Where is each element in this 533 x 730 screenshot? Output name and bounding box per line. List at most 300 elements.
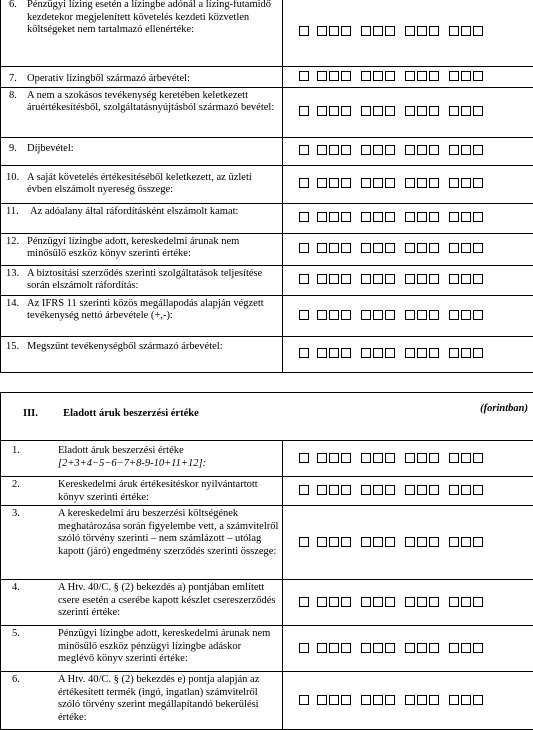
digit-box[interactable] <box>405 212 415 222</box>
digit-box[interactable] <box>429 453 439 463</box>
digit-box[interactable] <box>473 26 483 36</box>
digit-box[interactable] <box>361 26 371 36</box>
table-row <box>1 203 533 233</box>
row-label <box>1 0 283 67</box>
digit-box-group <box>317 642 353 655</box>
digit-box-group <box>405 642 441 655</box>
digit-box[interactable] <box>373 243 383 253</box>
digit-box[interactable] <box>329 274 339 284</box>
digit-box-group <box>405 212 441 225</box>
digit-box[interactable] <box>329 348 339 358</box>
digit-box[interactable] <box>417 485 427 495</box>
digit-box[interactable] <box>473 212 483 222</box>
digit-box[interactable] <box>429 310 439 320</box>
digit-box[interactable] <box>329 643 339 653</box>
digit-box[interactable] <box>317 212 327 222</box>
digit-box[interactable] <box>449 243 459 253</box>
digit-box-group <box>361 485 397 498</box>
digit-box[interactable] <box>417 106 427 116</box>
digit-box[interactable] <box>449 212 459 222</box>
digit-box[interactable] <box>373 106 383 116</box>
digit-box[interactable] <box>449 274 459 284</box>
digit-box[interactable] <box>473 643 483 653</box>
digit-box[interactable] <box>361 71 371 81</box>
digit-box[interactable] <box>429 537 439 547</box>
digit-box[interactable] <box>449 26 459 36</box>
digit-box[interactable] <box>299 310 309 320</box>
digit-box[interactable] <box>361 695 371 705</box>
digit-box-group <box>317 274 353 287</box>
digit-box[interactable] <box>461 537 471 547</box>
digit-box[interactable] <box>461 643 471 653</box>
digit-box-group <box>449 694 485 707</box>
section-title: Eladott áruk beszerzési értéke <box>63 408 199 419</box>
digit-box[interactable] <box>329 597 339 607</box>
amount-input-boxes[interactable] <box>283 477 533 506</box>
digit-box[interactable] <box>405 695 415 705</box>
digit-box[interactable] <box>429 71 439 81</box>
digit-box-group <box>317 596 353 609</box>
digit-box[interactable] <box>385 178 395 188</box>
digit-box-group <box>405 243 441 256</box>
digit-box[interactable] <box>405 537 415 547</box>
digit-box[interactable] <box>341 537 351 547</box>
row-label <box>1 672 283 730</box>
digit-box[interactable] <box>461 178 471 188</box>
digit-box[interactable] <box>341 597 351 607</box>
digit-box[interactable] <box>329 178 339 188</box>
digit-box[interactable] <box>329 26 339 36</box>
digit-box[interactable] <box>405 243 415 253</box>
digit-box-group <box>449 71 485 84</box>
digit-box[interactable] <box>429 212 439 222</box>
digit-box[interactable] <box>299 106 309 116</box>
row-number: 1. <box>6 445 36 470</box>
digit-box[interactable] <box>317 537 327 547</box>
digit-box[interactable] <box>361 643 371 653</box>
digit-box[interactable] <box>341 274 351 284</box>
digit-box[interactable] <box>329 106 339 116</box>
row-number: 7. <box>6 73 27 86</box>
digit-box[interactable] <box>329 71 339 81</box>
digit-box[interactable] <box>429 485 439 495</box>
digit-box[interactable] <box>317 274 327 284</box>
digit-box[interactable] <box>405 178 415 188</box>
digit-box[interactable] <box>385 348 395 358</box>
amount-input-boxes[interactable] <box>283 203 533 233</box>
digit-box[interactable] <box>417 26 427 36</box>
digit-box[interactable] <box>461 695 471 705</box>
digit-box[interactable] <box>341 348 351 358</box>
digit-box[interactable] <box>317 453 327 463</box>
amount-input-boxes[interactable] <box>283 295 533 336</box>
digit-box[interactable] <box>329 145 339 155</box>
digit-box[interactable] <box>473 145 483 155</box>
digit-box[interactable] <box>341 26 351 36</box>
digit-box[interactable] <box>405 310 415 320</box>
amount-input-boxes[interactable] <box>283 626 533 672</box>
digit-box-group <box>299 694 309 707</box>
amount-input-boxes[interactable] <box>283 336 533 372</box>
digit-box-group <box>361 243 397 256</box>
digit-box-group <box>299 25 309 38</box>
digit-box[interactable] <box>417 71 427 81</box>
digit-box-group <box>361 536 397 549</box>
digit-box[interactable] <box>329 695 339 705</box>
row-number: 10. <box>6 172 27 197</box>
row-label <box>1 295 283 336</box>
digit-box[interactable] <box>317 485 327 495</box>
digit-box[interactable] <box>385 537 395 547</box>
digit-box[interactable] <box>473 71 483 81</box>
digit-box[interactable] <box>373 310 383 320</box>
digit-box[interactable] <box>449 145 459 155</box>
digit-box[interactable] <box>461 145 471 155</box>
digit-box-group <box>405 71 441 84</box>
digit-box[interactable] <box>417 243 427 253</box>
row-label <box>1 477 283 506</box>
digit-box-group <box>449 452 485 465</box>
digit-box[interactable] <box>299 453 309 463</box>
table-row <box>1 265 533 295</box>
digit-box-group <box>405 274 441 287</box>
digit-box[interactable] <box>429 274 439 284</box>
digit-box[interactable] <box>429 26 439 36</box>
digit-box[interactable] <box>449 485 459 495</box>
digit-box[interactable] <box>299 274 309 284</box>
digit-box[interactable] <box>341 106 351 116</box>
digit-box[interactable] <box>449 178 459 188</box>
digit-box[interactable] <box>361 274 371 284</box>
row-number: 8. <box>6 90 27 115</box>
digit-box[interactable] <box>417 178 427 188</box>
digit-box[interactable] <box>417 695 427 705</box>
digit-box[interactable] <box>361 178 371 188</box>
digit-box[interactable] <box>429 145 439 155</box>
digit-box[interactable] <box>361 453 371 463</box>
digit-box[interactable] <box>373 695 383 705</box>
digit-box[interactable] <box>417 537 427 547</box>
digit-box-group <box>317 694 353 707</box>
digit-box[interactable] <box>373 485 383 495</box>
digit-box-group <box>299 106 309 119</box>
table-row <box>1 477 533 506</box>
digit-box[interactable] <box>361 597 371 607</box>
row-label <box>1 87 283 137</box>
digit-box[interactable] <box>299 212 309 222</box>
digit-box[interactable] <box>473 348 483 358</box>
digit-box[interactable] <box>341 178 351 188</box>
digit-box-group <box>449 243 485 256</box>
digit-box[interactable] <box>341 695 351 705</box>
digit-box-group <box>299 178 309 191</box>
digit-box[interactable] <box>473 106 483 116</box>
amount-input-boxes[interactable] <box>283 87 533 137</box>
digit-box[interactable] <box>317 178 327 188</box>
digit-box[interactable] <box>461 597 471 607</box>
digit-box[interactable] <box>329 485 339 495</box>
digit-box[interactable] <box>461 212 471 222</box>
digit-box[interactable] <box>385 71 395 81</box>
digit-box[interactable] <box>329 212 339 222</box>
amount-input-boxes[interactable] <box>283 165 533 203</box>
digit-box[interactable] <box>473 537 483 547</box>
digit-box[interactable] <box>449 537 459 547</box>
digit-box[interactable] <box>405 145 415 155</box>
row-text: Kereskedelmi áruk értékesítéskor nyilvántartott könyv szerinti értéke: <box>36 479 279 504</box>
digit-box-group <box>317 452 353 465</box>
amount-input-boxes[interactable] <box>283 137 533 165</box>
digit-box[interactable] <box>449 310 459 320</box>
digit-box[interactable] <box>405 485 415 495</box>
digit-box[interactable] <box>299 243 309 253</box>
digit-box[interactable] <box>385 106 395 116</box>
digit-box[interactable] <box>473 310 483 320</box>
amount-input-boxes[interactable] <box>283 0 533 67</box>
digit-box[interactable] <box>385 145 395 155</box>
digit-box-group <box>405 452 441 465</box>
digit-box[interactable] <box>461 274 471 284</box>
digit-box[interactable] <box>329 310 339 320</box>
digit-box[interactable] <box>385 243 395 253</box>
digit-box[interactable] <box>473 597 483 607</box>
digit-box[interactable] <box>299 145 309 155</box>
digit-box[interactable] <box>385 453 395 463</box>
digit-box[interactable] <box>299 71 309 81</box>
digit-box[interactable] <box>317 348 327 358</box>
digit-box[interactable] <box>341 310 351 320</box>
digit-box[interactable] <box>299 643 309 653</box>
digit-box[interactable] <box>299 485 309 495</box>
row-number: 6. <box>6 674 36 724</box>
digit-box-group <box>449 25 485 38</box>
digit-box-group <box>299 71 309 84</box>
digit-box[interactable] <box>449 453 459 463</box>
digit-box-group <box>449 212 485 225</box>
digit-box-group <box>317 536 353 549</box>
row-text: Az IFRS 11 szerinti közös megállapodás alapján végzett tevékenység nettó árbevétele (+,-): <box>27 298 279 323</box>
amount-input-boxes[interactable] <box>283 67 533 88</box>
digit-box[interactable] <box>429 643 439 653</box>
digit-box[interactable] <box>299 178 309 188</box>
digit-box[interactable] <box>329 537 339 547</box>
digit-box[interactable] <box>429 106 439 116</box>
row-label <box>1 506 283 580</box>
digit-box[interactable] <box>473 274 483 284</box>
digit-box[interactable] <box>461 310 471 320</box>
row-text: A saját követelés értékesítéséből keletkezett, az üzleti évben elszámolt nyereség összege: <box>27 172 279 197</box>
digit-box[interactable] <box>329 453 339 463</box>
amount-input-boxes[interactable] <box>283 441 533 477</box>
digit-box[interactable] <box>417 274 427 284</box>
digit-box-group <box>299 485 309 498</box>
digit-box[interactable] <box>341 71 351 81</box>
digit-box[interactable] <box>361 243 371 253</box>
amount-input-boxes[interactable] <box>283 265 533 295</box>
digit-box[interactable] <box>299 597 309 607</box>
digit-box[interactable] <box>461 485 471 495</box>
row-number: 14. <box>6 298 27 323</box>
digit-box[interactable] <box>461 243 471 253</box>
digit-box[interactable] <box>361 106 371 116</box>
section-roman-numeral: III. <box>23 408 38 419</box>
digit-box[interactable] <box>317 695 327 705</box>
digit-box[interactable] <box>449 643 459 653</box>
digit-box[interactable] <box>317 310 327 320</box>
digit-box[interactable] <box>385 212 395 222</box>
amount-input-boxes[interactable] <box>283 233 533 265</box>
amount-input-boxes[interactable] <box>283 580 533 626</box>
digit-box[interactable] <box>417 212 427 222</box>
digit-box[interactable] <box>373 348 383 358</box>
digit-box[interactable] <box>317 243 327 253</box>
digit-box[interactable] <box>317 26 327 36</box>
digit-box-group <box>405 536 441 549</box>
digit-box[interactable] <box>417 348 427 358</box>
digit-box[interactable] <box>361 348 371 358</box>
digit-box[interactable] <box>449 71 459 81</box>
digit-box[interactable] <box>405 453 415 463</box>
table-row <box>1 626 533 672</box>
row-number: 4. <box>6 582 36 620</box>
digit-box[interactable] <box>385 26 395 36</box>
digit-box[interactable] <box>341 212 351 222</box>
digit-box-group <box>449 596 485 609</box>
digit-box[interactable] <box>405 274 415 284</box>
digit-box[interactable] <box>373 643 383 653</box>
digit-box[interactable] <box>373 178 383 188</box>
row-number: 12. <box>6 236 27 261</box>
digit-box[interactable] <box>341 243 351 253</box>
digit-box[interactable] <box>417 597 427 607</box>
digit-box[interactable] <box>329 243 339 253</box>
digit-box[interactable] <box>429 178 439 188</box>
row-label <box>1 441 283 477</box>
digit-box[interactable] <box>417 453 427 463</box>
digit-box[interactable] <box>449 695 459 705</box>
digit-box[interactable] <box>461 453 471 463</box>
digit-box[interactable] <box>299 695 309 705</box>
amount-input-boxes[interactable] <box>283 672 533 730</box>
digit-box[interactable] <box>405 26 415 36</box>
digit-box-group <box>317 71 353 84</box>
digit-box-group <box>405 348 441 361</box>
digit-box[interactable] <box>299 348 309 358</box>
digit-box[interactable] <box>473 243 483 253</box>
digit-box[interactable] <box>473 695 483 705</box>
digit-box-group <box>299 642 309 655</box>
row-number: 13. <box>6 268 27 293</box>
digit-box[interactable] <box>405 71 415 81</box>
digit-box[interactable] <box>473 178 483 188</box>
digit-box[interactable] <box>373 71 383 81</box>
digit-box[interactable] <box>405 106 415 116</box>
digit-box[interactable] <box>373 597 383 607</box>
digit-box[interactable] <box>373 453 383 463</box>
amount-input-boxes[interactable] <box>283 506 533 580</box>
row-text: Pénzügyi lízingbe adott, kereskedelmi árunak nem minősülő eszköz pénzügyi lízingbe adáskor meglévő könyv szerinti értéke: <box>36 628 279 666</box>
digit-box[interactable] <box>361 485 371 495</box>
digit-box[interactable] <box>341 485 351 495</box>
digit-box[interactable] <box>317 71 327 81</box>
digit-box[interactable] <box>473 485 483 495</box>
row-text: Pénzügyi lízing esetén a lízingbe adónál a lízing-futamidő kezdetekor megjelenített követelés kezdeti közvetlen költségeket nem tartalmazó ellenértéke: <box>27 0 279 37</box>
digit-box[interactable] <box>429 597 439 607</box>
digit-box[interactable] <box>461 106 471 116</box>
table-row <box>1 580 533 626</box>
digit-box-group <box>449 642 485 655</box>
digit-box[interactable] <box>449 597 459 607</box>
digit-box[interactable] <box>405 597 415 607</box>
digit-box[interactable] <box>417 145 427 155</box>
digit-box-group <box>405 145 441 158</box>
digit-box[interactable] <box>461 348 471 358</box>
digit-box[interactable] <box>317 597 327 607</box>
digit-box[interactable] <box>341 643 351 653</box>
digit-box[interactable] <box>385 274 395 284</box>
row-label <box>1 67 283 88</box>
digit-box-group <box>405 106 441 119</box>
digit-box[interactable] <box>405 348 415 358</box>
digit-box[interactable] <box>317 106 327 116</box>
row-text: A Htv. 40/C. § (2) bekezdés a) pontjában említett csere esetén a cserébe kapott készlet csereszerződés szerinti értéke: <box>36 582 279 620</box>
digit-box[interactable] <box>417 643 427 653</box>
digit-box[interactable] <box>373 212 383 222</box>
digit-box[interactable] <box>373 274 383 284</box>
digit-box[interactable] <box>361 145 371 155</box>
digit-box[interactable] <box>429 243 439 253</box>
row-text: Operatív lízingből származó árbevétel: <box>27 73 279 86</box>
row-number: 6. <box>6 0 27 37</box>
digit-box[interactable] <box>385 597 395 607</box>
digit-box[interactable] <box>473 453 483 463</box>
row-label <box>1 336 283 372</box>
digit-box[interactable] <box>417 310 427 320</box>
digit-box[interactable] <box>299 26 309 36</box>
digit-box[interactable] <box>361 212 371 222</box>
digit-box[interactable] <box>317 145 327 155</box>
digit-box[interactable] <box>461 26 471 36</box>
digit-box[interactable] <box>373 26 383 36</box>
digit-box-group <box>361 642 397 655</box>
digit-box-group <box>405 596 441 609</box>
digit-box[interactable] <box>361 310 371 320</box>
digit-box[interactable] <box>361 537 371 547</box>
digit-box[interactable] <box>385 310 395 320</box>
digit-box[interactable] <box>385 485 395 495</box>
digit-box[interactable] <box>317 643 327 653</box>
digit-box[interactable] <box>449 106 459 116</box>
digit-box[interactable] <box>429 348 439 358</box>
section-3-table <box>0 392 533 730</box>
table-row <box>1 137 533 165</box>
digit-box[interactable] <box>385 695 395 705</box>
row-text: Díjbevétel: <box>27 143 279 156</box>
digit-box[interactable] <box>373 537 383 547</box>
digit-box[interactable] <box>373 145 383 155</box>
digit-box[interactable] <box>299 537 309 547</box>
digit-box-group <box>449 145 485 158</box>
digit-box[interactable] <box>341 453 351 463</box>
digit-box[interactable] <box>341 145 351 155</box>
digit-box[interactable] <box>385 643 395 653</box>
digit-box[interactable] <box>405 643 415 653</box>
digit-box[interactable] <box>429 695 439 705</box>
digit-box[interactable] <box>449 348 459 358</box>
digit-box-group <box>299 243 309 256</box>
digit-box[interactable] <box>461 71 471 81</box>
row-number: 5. <box>6 628 36 666</box>
